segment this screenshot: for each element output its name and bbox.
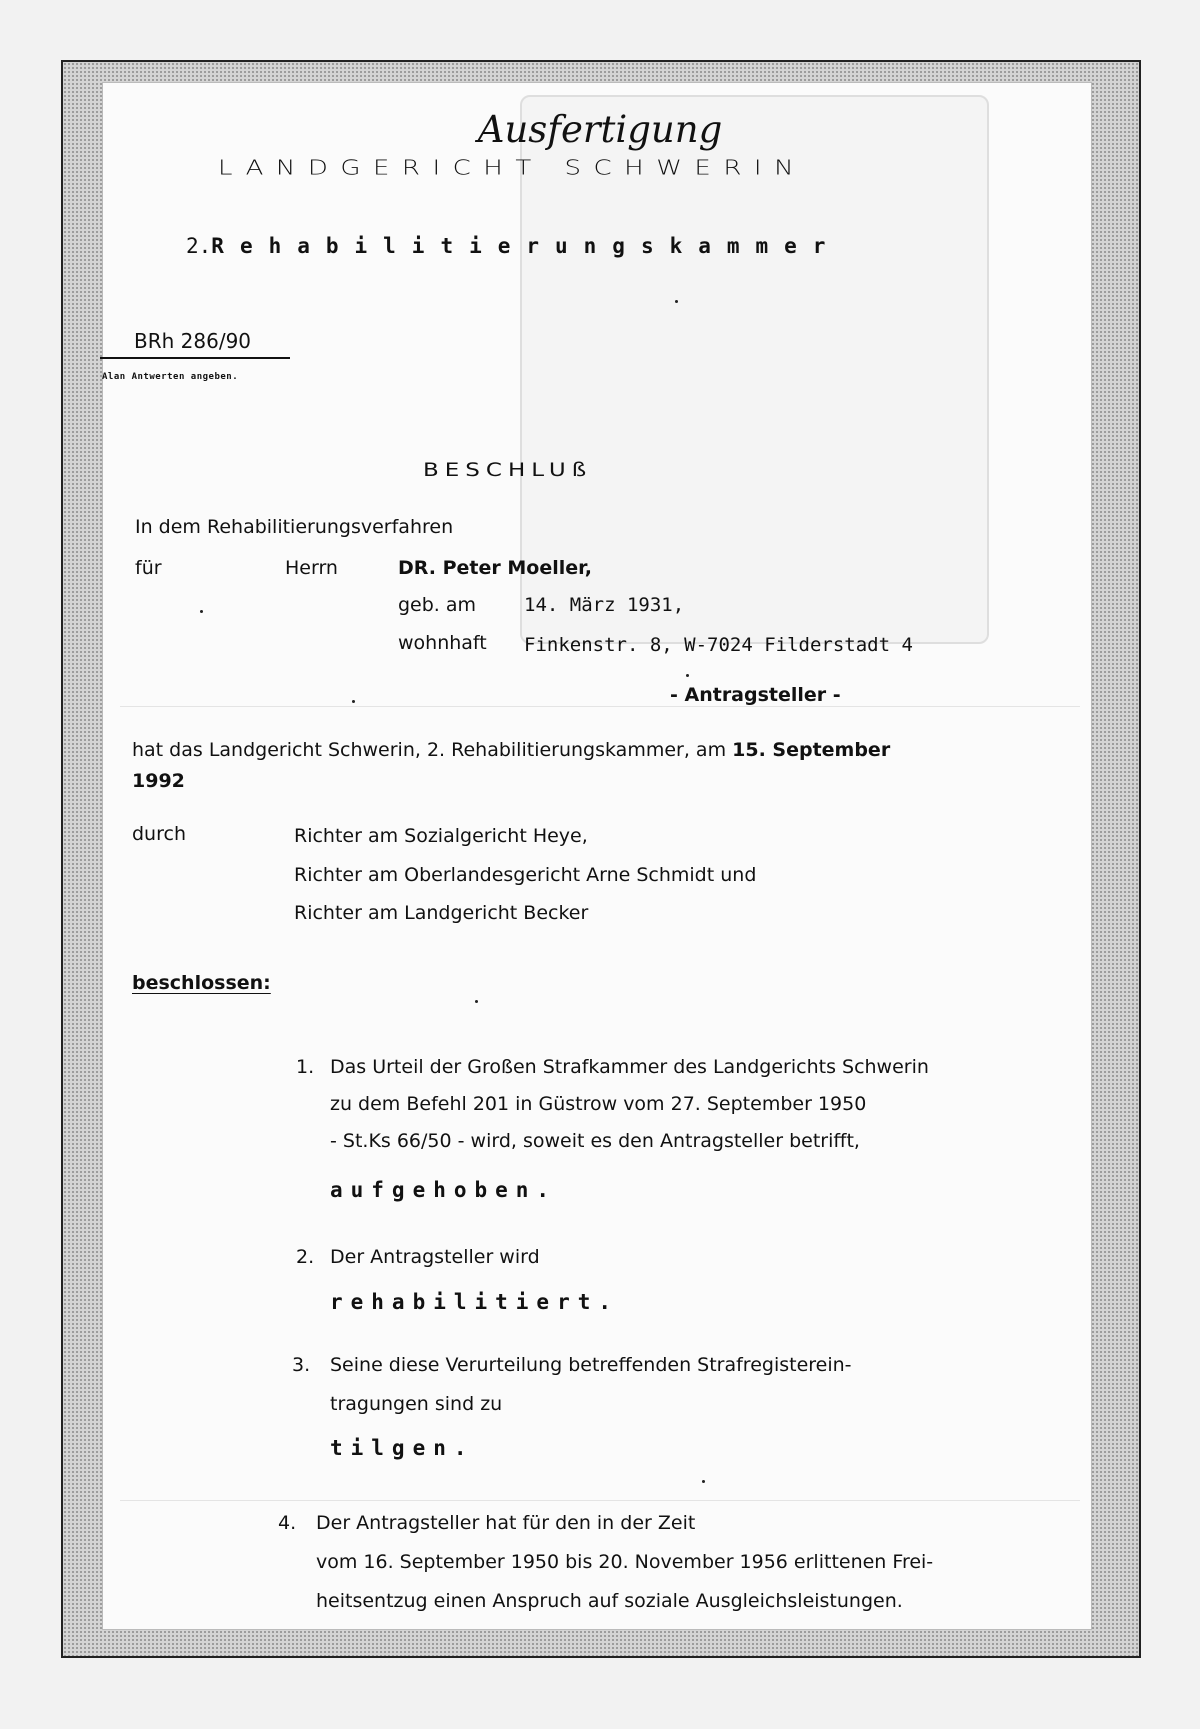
speck	[702, 1480, 705, 1483]
born-label: geb. am	[398, 594, 477, 616]
decision-heading: BESCHLUß	[423, 460, 593, 481]
applicant-role: - Antragsteller -	[670, 684, 841, 706]
judge-1: Richter am Sozialgericht Heye,	[294, 825, 588, 847]
court-name: LANDGERICHT SCHWERIN	[218, 156, 807, 180]
ruling-1-line-1: Das Urteil der Großen Strafkammer des Landgerichts Schwerin	[330, 1056, 929, 1078]
chamber-number: 2.	[186, 234, 212, 258]
stamp-note: Alan Antwerten angeben.	[102, 372, 239, 382]
judge-2: Richter am Oberlandesgericht Arne Schmidt und	[294, 864, 757, 886]
chamber-name	[186, 234, 841, 258]
ruling-1-line-2: zu dem Befehl 201 in Güstrow vom 27. September 1950	[330, 1093, 867, 1115]
residence-address: Finkenstr. 8, W-7024 Filderstadt 4	[524, 634, 913, 656]
proceedings-intro: In dem Rehabilitierungsverfahren	[135, 516, 454, 538]
speck	[686, 674, 689, 677]
by-label: durch	[132, 823, 186, 845]
file-number: BRh 286/90	[134, 329, 252, 353]
ruling-4-line-3: heitsentzug einen Anspruch auf soziale Ausgleichsleistungen.	[316, 1590, 903, 1612]
ruling-1-line-3: - St.Ks 66/50 - wird, soweit es den Antragsteller betrifft,	[330, 1130, 860, 1152]
ruling-4-number: 4.	[278, 1512, 297, 1534]
ruling-4-line-1: Der Antragsteller hat für den in der Zeit	[316, 1512, 696, 1534]
session-line	[132, 739, 890, 761]
ruling-2-outcome: rehabilitiert.	[330, 1290, 620, 1314]
ruling-2-number: 2.	[296, 1246, 315, 1268]
session-text: hat das Landgericht Schwerin, 2. Rehabilitierungskammer, am	[132, 739, 733, 761]
bleed-through-rule	[120, 706, 1080, 707]
speck	[200, 610, 203, 613]
chamber-label: Rehabilitierungskammer	[211, 234, 842, 258]
ruling-1-outcome: aufgehoben.	[330, 1178, 558, 1202]
document-title: Ausfertigung	[477, 108, 723, 151]
speck	[675, 300, 678, 303]
ruling-3-line-1: Seine diese Verurteilung betreffenden Strafregisterein-	[330, 1354, 852, 1376]
ruling-3-outcome: tilgen.	[330, 1436, 475, 1460]
speck	[475, 1000, 478, 1003]
residence-label: wohnhaft	[398, 632, 487, 654]
bleed-through-rule	[120, 1500, 1080, 1501]
resolved-label: beschlossen:	[132, 972, 271, 994]
ruling-3-line-2: tragungen sind zu	[330, 1393, 503, 1415]
ruling-3-number: 3.	[292, 1354, 311, 1376]
session-date: 15. September	[732, 739, 891, 761]
ruling-4-line-2: vom 16. September 1950 bis 20. November 1956 erlittenen Frei-	[316, 1551, 934, 1573]
judge-3: Richter am Landgericht Becker	[294, 902, 589, 924]
file-number-underline	[100, 357, 290, 359]
applicant-name: DR. Peter Moeller,	[398, 557, 592, 579]
born-date: 14. März 1931,	[524, 594, 685, 616]
session-year: 1992	[132, 770, 185, 792]
salutation: Herrn	[285, 557, 338, 579]
speck	[352, 700, 355, 703]
for-label: für	[135, 557, 162, 579]
ruling-2-line-1: Der Antragsteller wird	[330, 1246, 540, 1268]
ruling-1-number: 1.	[296, 1056, 315, 1078]
